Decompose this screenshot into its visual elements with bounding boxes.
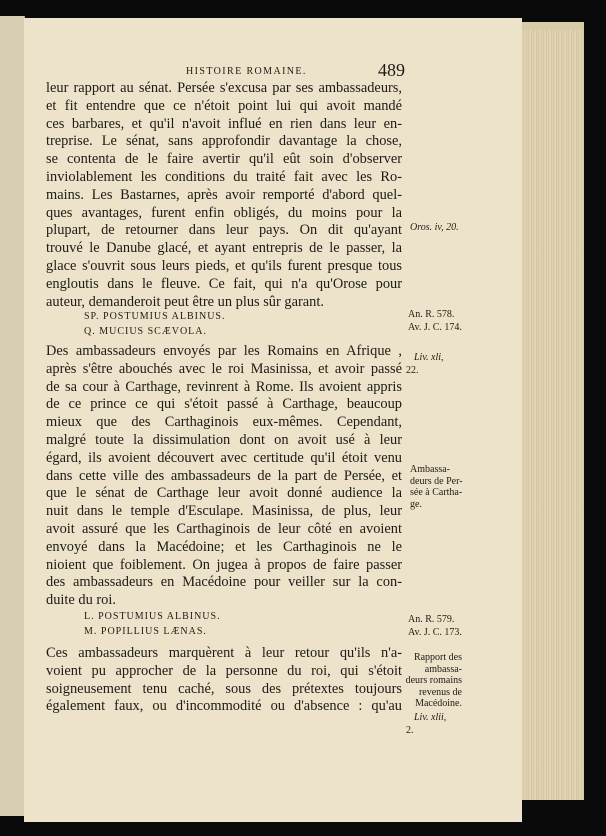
margin-note-year: An. R. 579.: [408, 614, 455, 625]
text-line: mains. Les Bastarnes, après avoir remporté d'abord quel-: [46, 186, 402, 203]
running-title: HISTOIRE ROMAINE.: [186, 66, 307, 77]
margin-note-livy: Liv. xli,: [414, 352, 444, 363]
margin-note-livy: Liv. xlii,: [414, 712, 447, 723]
text-line: auteur, demanderoit peut être un plus sûr garant.: [46, 293, 324, 310]
text-line: se contenta de le faire avertir qu'il eût soin d'observer: [46, 151, 402, 168]
text-line: avoit assuré que les Carthaginois de leur côté en avoient: [46, 520, 402, 537]
text-line: soigneusement tenu caché, sous des prétextes toujours: [46, 680, 402, 697]
text-line: engloutis dans le fleuve. Ce fait, qui n'a qu'Orose pour: [46, 275, 402, 292]
text-line: également faux, ou d'incommodité ou d'absence : qu'au: [46, 698, 402, 715]
consul-name: L. POSTUMIUS ALBINUS.: [84, 611, 221, 622]
text-line: ques avantages, furent enfin obligés, du moins pour la: [46, 204, 402, 221]
margin-note-topic: Rapport des ambassa- deurs romains revenus de Macédoine.: [405, 652, 462, 709]
consul-name: Q. MUCIUS SCÆVOLA.: [84, 326, 208, 337]
text-line: ces barbares, et qu'il n'avoit influé en rien dans leur en-: [46, 115, 402, 132]
margin-note-oros: Oros. iv, 20.: [410, 222, 459, 233]
text-line: et fit entendre que ce n'étoit point lui qui avoit mandé: [46, 97, 402, 114]
text-line: treprise. Le sénat, sans approfondir davantage la chose,: [46, 133, 402, 150]
text-line: leur rapport au sénat. Persée s'excusa par ses ambassadeurs,: [46, 80, 402, 96]
text-line: nuit dans le temple d'Esculape. Masinissa, de plus, leur: [46, 503, 402, 520]
text-line: nioient que foiblement. On jugea à propos de faire passer: [46, 556, 402, 573]
text-line: dans cette ville des ambassadeurs de la part de Persée, et: [46, 467, 402, 484]
text-line: mieux que des Carthaginois eux-mêmes. Cependant,: [46, 414, 402, 431]
text-line: égard, ils avoient découvert avec certitude qu'il étoit venu: [46, 449, 402, 466]
consul-name: M. POPILLIUS LÆNAS.: [84, 626, 207, 637]
text-line: malgré toute la dissimulation dont on avoit usé à leur: [46, 431, 402, 448]
text-line: après s'être abouchés avec le roi Masinissa, et avoir passé: [46, 360, 402, 377]
margin-note-livy: 22.: [406, 365, 419, 376]
text-line: des ambassadeurs en Macédoine pour veiller sur la con-: [46, 574, 402, 591]
margin-note-year: An. R. 578.: [408, 309, 455, 320]
text-line: glace s'ouvrit sous leurs pieds, et qu'ils furent presque tous: [46, 257, 402, 274]
paragraph-2: [46, 343, 402, 610]
text-line: Ces ambassadeurs marquèrent à leur retour qu'ils n'a-: [46, 645, 402, 661]
margin-note-year: Av. J. C. 173.: [408, 627, 462, 638]
consul-name: SP. POSTUMIUS ALBINUS.: [84, 311, 226, 322]
paragraph-3: [46, 645, 402, 716]
text-line: de ce prince ce qui s'étoit passé à Carthage, beaucoup: [46, 396, 402, 413]
margin-note-livy: 2.: [406, 725, 414, 736]
text-line: Des ambassadeurs envoyés par les Romains en Afrique ,: [46, 343, 402, 359]
text-line: duite du roi.: [46, 592, 116, 609]
book-gutter: [0, 16, 25, 816]
text-line: envoyé dans la Macédoine; et les Carthaginois ne le: [46, 538, 402, 555]
text-line: trouvé le Danube glacé, et ayant entrepris de le passer, la: [46, 240, 402, 257]
page-edges: [522, 30, 584, 800]
margin-note-topic: Ambassa- deurs de Per- sée à Cartha- ge.: [410, 464, 463, 510]
text-line: de sa cour à Carthage, revinrent à Rome. Ils avoient appris: [46, 378, 402, 395]
text-line: inviolablement les conditions du traité fait avec les Ro-: [46, 168, 402, 185]
page-number: 489: [378, 60, 405, 80]
paragraph-1: [46, 80, 402, 311]
text-line: que le sénat de Carthage leur avoit donné audience la: [46, 485, 402, 502]
text-line: voient pu approcher de la personne du roi, qui s'étoit: [46, 662, 402, 679]
text-line: plupart, de retourner dans leur pays. On dit qu'ayant: [46, 222, 402, 239]
margin-note-year: Av. J. C. 174.: [408, 322, 462, 333]
